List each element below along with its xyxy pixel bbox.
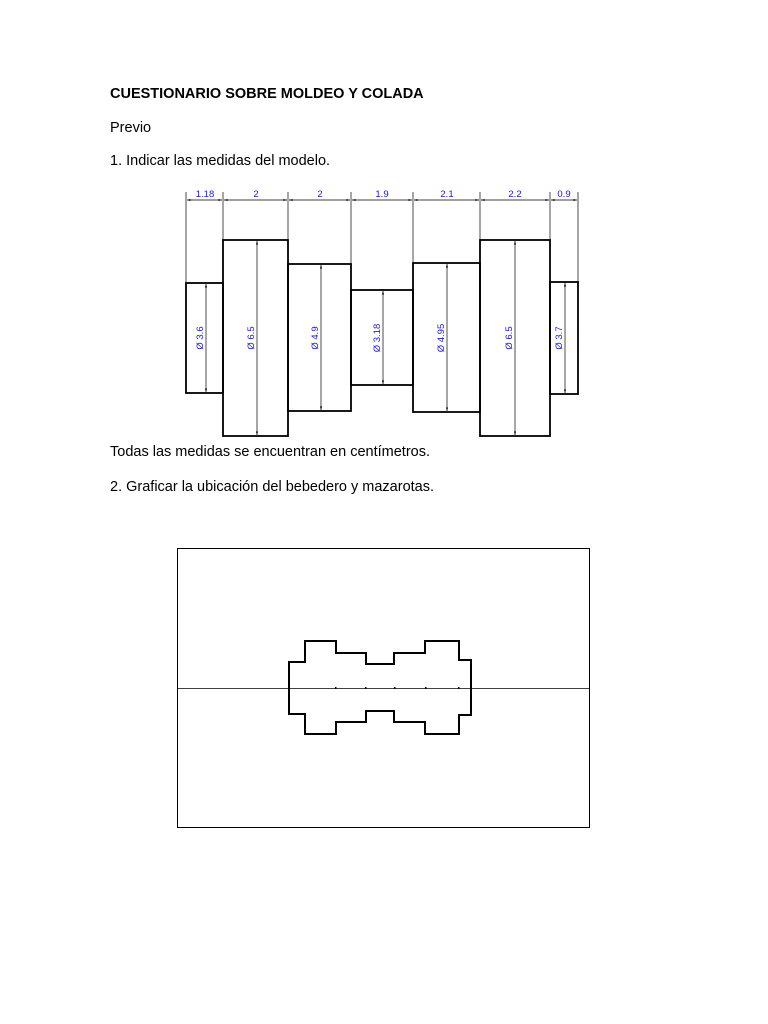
length-label-6: 2.2 (508, 189, 522, 200)
question-1: 1. Indicar las medidas del modelo. (110, 153, 331, 169)
document-title: CUESTIONARIO SOBRE MOLDEO Y COLADA (110, 86, 424, 102)
model-steps (186, 240, 578, 436)
mold-frame (178, 549, 590, 828)
length-label-7: 0.9 (557, 189, 571, 200)
step-6 (480, 240, 550, 436)
length-label-3: 2 (317, 189, 323, 200)
diameter-label-2: Ø 6.5 (246, 326, 257, 350)
mold-box-drawing (178, 549, 590, 828)
section-label: Previo (110, 120, 152, 136)
diameter-label-3: Ø 4.9 (310, 326, 321, 350)
diameter-label-5: Ø 4.95 (436, 323, 447, 353)
pattern-cavity-outline (289, 641, 471, 734)
extension-lines (186, 192, 578, 283)
units-note: Todas las medidas se encuentran en centímetros. (110, 444, 430, 460)
length-label-2: 2 (253, 189, 259, 200)
diameter-dimension-lines (206, 241, 565, 435)
step-5 (413, 263, 480, 412)
step-3 (288, 264, 351, 411)
diameter-label-7: Ø 3.7 (554, 326, 565, 350)
diameter-label-1: Ø 3.6 (195, 326, 206, 350)
centerline-marks (335, 687, 460, 689)
length-label-4: 1.9 (375, 189, 389, 200)
question-2: 2. Graficar la ubicación del bebedero y mazarotas. (110, 479, 435, 495)
diameter-label-4: Ø 3.18 (372, 323, 383, 353)
step-1 (186, 283, 223, 393)
step-7 (550, 282, 578, 394)
length-label-5: 2.1 (440, 189, 454, 200)
diameter-label-6: Ø 6.5 (504, 326, 515, 350)
step-4 (351, 290, 413, 385)
length-label-1: 1.18 (195, 189, 215, 200)
step-2 (223, 240, 288, 436)
